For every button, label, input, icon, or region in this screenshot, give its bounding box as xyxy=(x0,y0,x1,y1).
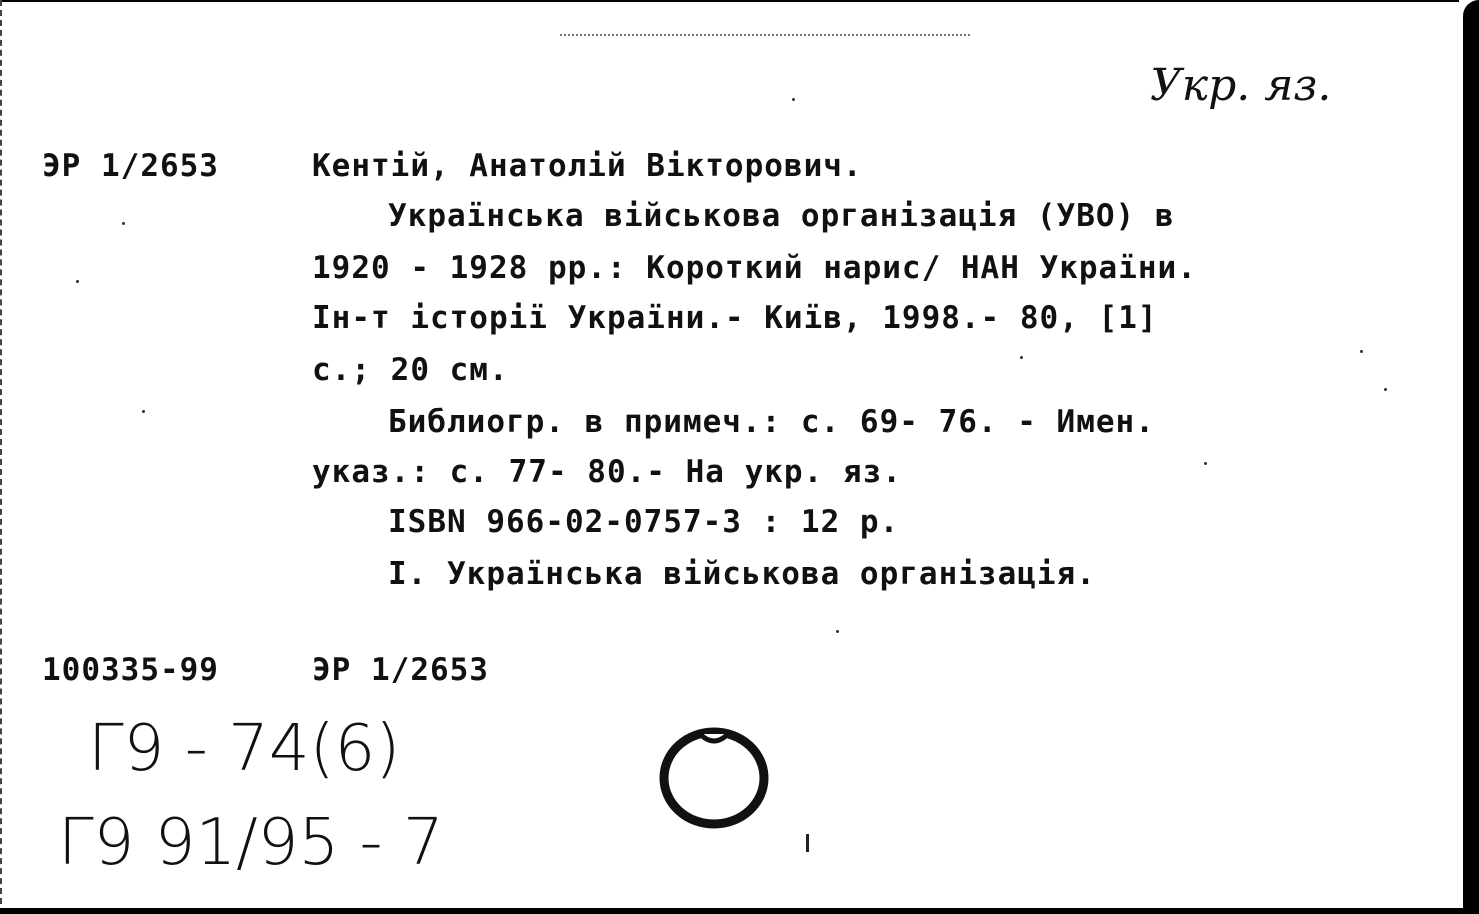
title-line-4: с.; 20 см. xyxy=(312,352,509,388)
card-left-edge xyxy=(0,0,2,914)
title-line-3: Ін-т історії України.- Київ, 1998.- 80, [1] xyxy=(312,300,1158,336)
shelfmark-repeat: ЭР 1/2653 xyxy=(312,652,489,688)
card-right-edge xyxy=(1463,0,1479,914)
scan-speck xyxy=(1360,350,1363,353)
scan-speck xyxy=(76,280,79,283)
shelfmark: ЭР 1/2653 xyxy=(42,148,219,184)
subject-tracing: I. Українська військова організація. xyxy=(388,556,1096,592)
handwritten-language-note: Укр. яз. xyxy=(1150,60,1332,111)
author-heading: Кентій, Анатолій Вікторович. xyxy=(312,148,863,184)
accession-number: 100335-99 xyxy=(42,652,219,688)
title-line-1: Українська військова організація (УВО) в xyxy=(388,198,1175,234)
isbn-line: ISBN 966-02-0757-3 : 12 р. xyxy=(388,504,900,540)
card-top-edge xyxy=(0,0,1459,2)
card-punch-hole-icon xyxy=(656,722,772,830)
handwritten-code-2: Г9 91/95 - 7 xyxy=(58,806,444,880)
handwritten-code-1: Г9 - 74(6) xyxy=(88,712,401,786)
scan-speck xyxy=(836,630,839,633)
scan-speck xyxy=(122,222,125,225)
notes-line-1: Библиогр. в примеч.: с. 69- 76. - Имен. xyxy=(388,404,1155,440)
top-dotted-line xyxy=(560,34,970,36)
card-bottom-edge xyxy=(0,908,1479,914)
scan-speck xyxy=(1204,462,1207,465)
scan-mark xyxy=(806,834,809,852)
scan-speck xyxy=(1384,388,1387,391)
title-line-2: 1920 - 1928 рр.: Короткий нарис/ НАН України. xyxy=(312,250,1197,286)
scan-speck xyxy=(792,98,795,101)
scan-speck xyxy=(142,410,145,413)
scan-speck xyxy=(1020,356,1023,359)
notes-line-2: указ.: с. 77- 80.- На укр. яз. xyxy=(312,454,902,490)
